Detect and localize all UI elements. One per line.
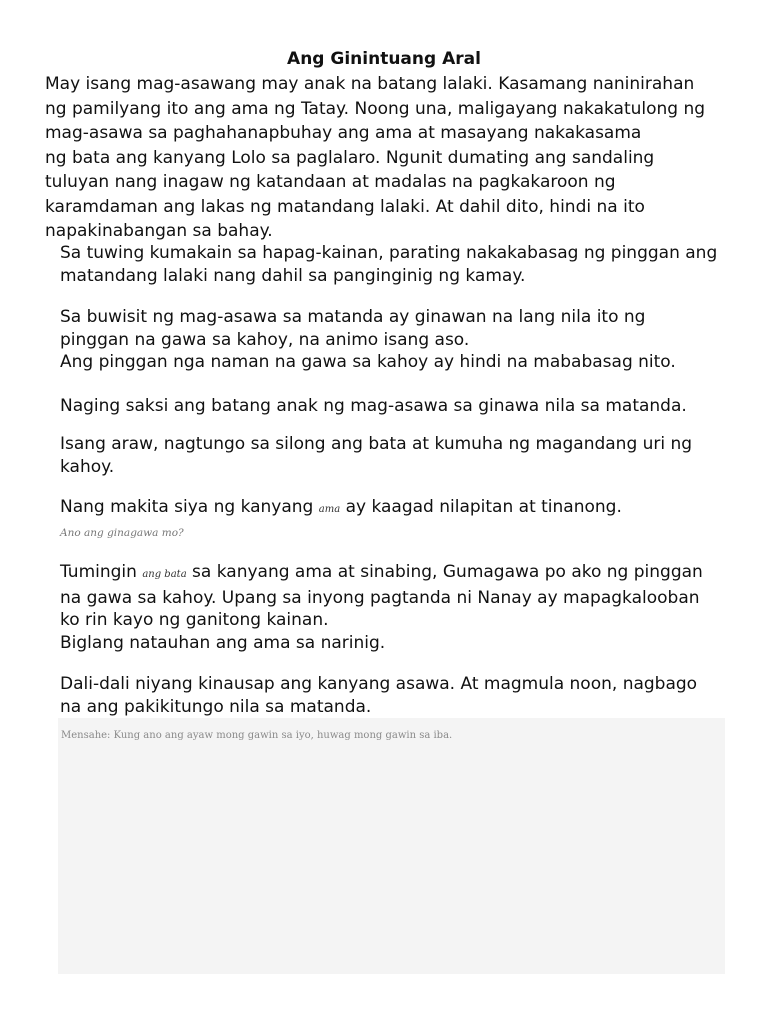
text-line: Sa tuwing kumakain sa hapag-kainan, parating nakakabasag ng pinggan ang — [60, 243, 718, 263]
text-line: Biglang natauhan ang ama sa narinig. — [60, 632, 386, 653]
intro-paragraph — [45, 72, 745, 244]
text-segment: Nang makita siya ng kanyang — [60, 497, 319, 517]
text-line: Sa buwisit ng mag-asawa sa matanda ay ginawan na lang nila ito ng — [60, 307, 646, 327]
inline-small-text: ang bata — [142, 569, 187, 580]
text-line: matandang lalaki nang dahil sa panginginig ng kamay. — [60, 265, 526, 286]
text-line: pinggan na gawa sa kahoy, na animo isang aso. — [60, 329, 470, 350]
paragraph-basement — [60, 433, 740, 478]
text-line: ng bata ang kanyang Lolo sa paglalaro. Ngunit dumating ang sandaling — [45, 147, 655, 168]
text-segment: sa kanyang ama at sinabing, Gumagawa po ako ng pinggan — [186, 562, 703, 582]
paragraph-witness — [60, 395, 740, 418]
text-line: May isang mag-asawang may anak na batang lalaki. Kasamang naninirahan — [45, 74, 695, 94]
question-text: Ano ang ginagawa mo? — [60, 527, 184, 539]
text-line: kahoy. — [60, 456, 115, 477]
text-line — [60, 561, 740, 587]
text-line: Dali-dali niyang kinausap ang kanyang asawa. At magmula noon, nagbago — [60, 674, 698, 694]
text-line: karamdaman ang lakas ng matandang lalaki. At dahil dito, hindi na ito — [45, 196, 645, 217]
moral-message: Mensahe: Kung ano ang ayaw mong gawin sa iyo, huwag mong gawin sa iba. — [61, 730, 453, 741]
text-line: ng pamilyang ito ang ama ng Tatay. Noong una, maligayang nakakatulong ng — [45, 98, 706, 119]
paragraph-father-asks — [60, 496, 740, 522]
text-line: Ang pinggan nga naman na gawa sa kahoy ay hindi na mababasag nito. — [60, 352, 676, 372]
inline-small-text: ama — [318, 504, 341, 515]
text-line: ko rin kayo ng ganitong kainan. — [60, 610, 329, 630]
text-line: Isang araw, nagtungo sa silong ang bata at kumuha ng magandang uri ng — [60, 434, 693, 454]
document-title: Ang Ginintuang Aral — [287, 49, 481, 69]
text-line: napakinabangan sa bahay. — [45, 221, 273, 241]
message-box — [58, 718, 725, 974]
text-line: na gawa sa kahoy. Upang sa inyong pagtanda ni Nanay ay mapagkalooban — [60, 587, 700, 608]
text-line: na ang pakikitungo nila sa matanda. — [60, 696, 372, 717]
paragraph-broken-plates — [60, 242, 740, 287]
paragraph-ending — [60, 673, 740, 718]
text-line: mag-asawa sa paghahanapbuhay ang ama at masayang nakakasama — [45, 123, 642, 143]
paragraph-child-answer — [60, 561, 740, 654]
text-segment: Tumingin — [60, 562, 143, 582]
paragraph-wooden-plate — [60, 306, 740, 374]
text-line — [60, 496, 740, 522]
text-segment: ay kaagad nilapitan at tinanong. — [340, 497, 622, 517]
text-line: Naging saksi ang batang anak ng mag-asawa sa ginawa nila sa matanda. — [60, 396, 687, 416]
text-line: tuluyan nang inagaw ng katandaan at madalas na pagkakaroon ng — [45, 172, 616, 192]
